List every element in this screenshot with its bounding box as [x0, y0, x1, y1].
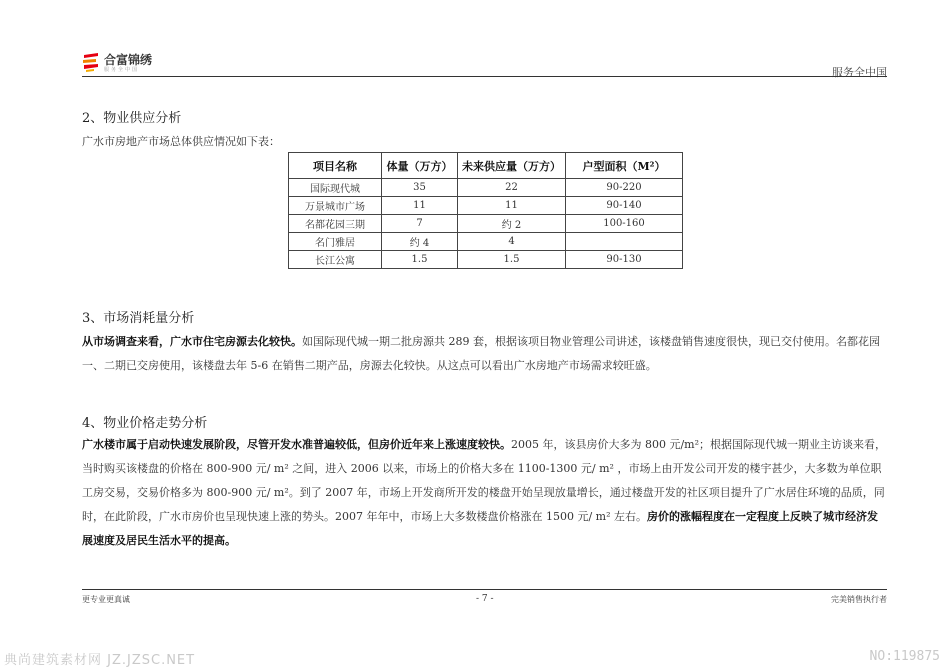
cell: 名门雅居: [289, 233, 382, 251]
cell: 1.5: [458, 251, 566, 269]
col-future-supply: 未来供应量（万方）: [458, 153, 566, 179]
header-tagline: 服务全中国: [832, 66, 887, 79]
logo-subtitle: 服务全中国: [104, 67, 140, 73]
table-row: [289, 197, 683, 215]
cell: 22: [458, 179, 566, 197]
cell: 名都花园三期: [289, 215, 382, 233]
section3-bold-lead: 从市场调查来看，广水市住宅房源去化较快。: [82, 335, 302, 348]
section4-text: 2005 年，该县房价大多为 800 元/m²；根据国际现代城一期业主访谈来看，当时购买该楼盘的价格在 800-900 元/ m² 之间，进入 2006 以来，市场上的价格大多在 1100-1300 元/ m² ，市场上由开发公司开发的楼宇甚少，大多数为单位职工房交易，交易价格多为 800-900 元/ m²。到了 2007 年，市场上开发商所开发的楼盘开始呈现放量增长，通过楼盘开发的社区项目提升了广水居住环境的品质，同时，在此阶段，广水市房价也呈现快速上涨的势头。2007 年年中，市场上大多数楼盘价格涨在 1500 元/ m² 左右。: [82, 438, 887, 523]
col-project-name: 项目名称: [289, 153, 382, 179]
logo-name: 合富锦绣: [104, 53, 153, 67]
cell: 11: [382, 197, 458, 215]
section4-paragraph: [82, 433, 888, 553]
cell: 100-160: [566, 215, 683, 233]
table-header-row: [289, 153, 683, 179]
cell: 国际现代城: [289, 179, 382, 197]
footer-divider: [82, 589, 887, 590]
cell: 90-130: [566, 251, 683, 269]
cell: 7: [382, 215, 458, 233]
cell: 万景城市广场: [289, 197, 382, 215]
footer-slogan-left: 更专业更真诚: [82, 595, 130, 604]
col-volume: 体量（万方）: [382, 153, 458, 179]
table-row: [289, 215, 683, 233]
section2-title: 2、物业供应分析: [82, 111, 182, 126]
cell: 90-140: [566, 197, 683, 215]
page-number: - 7 -: [476, 594, 494, 604]
section4-title: 4、物业价格走势分析: [82, 416, 208, 431]
supply-table: [288, 152, 683, 269]
cell: 1.5: [382, 251, 458, 269]
header-divider: [82, 76, 887, 77]
section3-text: 如国际现代城一期二批房源共 289 套，根据该项目物业管理公司讲述，该楼盘销售速度很快，现已交付使用。名都花园一、二期已交房使用，该楼盘去年 5-6 在销售二期产品，房源去化较快。从这点可以看出广水房地产市场需求较旺盛。: [82, 335, 880, 372]
footer-slogan-right: 完美销售执行者: [831, 595, 887, 604]
table-row: [289, 179, 683, 197]
cell: 4: [458, 233, 566, 251]
cell: 长江公寓: [289, 251, 382, 269]
cell: [566, 233, 683, 251]
cell: 11: [458, 197, 566, 215]
section4-bold-conclusion: 房价的涨幅程度在一定程度上反映了城市经济发展速度及居民生活水平的提高。: [82, 510, 879, 547]
col-unit-area: 户型面积（M²）: [566, 153, 683, 179]
section2-intro: 广水市房地产市场总体供应情况如下表：: [82, 135, 280, 148]
company-logo: [82, 50, 172, 76]
table-row: [289, 251, 683, 269]
cell: 90-220: [566, 179, 683, 197]
section4-bold-lead: 广水楼市属于启动快速发展阶段，尽管开发水准普遍较低，但房价近年来上涨速度较快。: [82, 438, 511, 451]
section3-title: 3、市场消耗量分析: [82, 311, 195, 326]
cell: 35: [382, 179, 458, 197]
cell: 约 2: [458, 215, 566, 233]
logo-icon: [82, 52, 100, 72]
section3-paragraph: [82, 330, 888, 378]
watermark-site: 典尚建筑素材网 JZ.JZSC.NET: [4, 653, 196, 668]
cell: 约 4: [382, 233, 458, 251]
watermark-number: NO:119875: [869, 649, 940, 664]
table-row: [289, 233, 683, 251]
